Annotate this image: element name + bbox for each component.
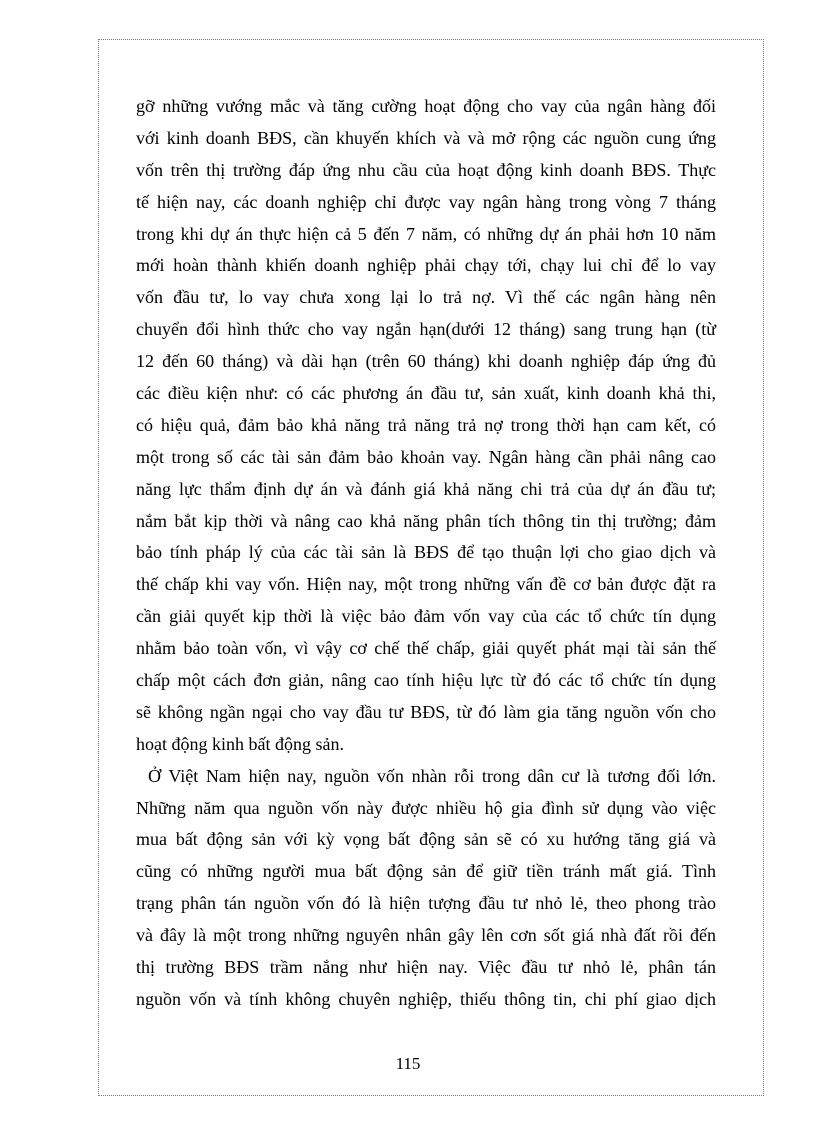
text-line: cần giải quyết kịp thời là việc bảo đảm vốn vay của các tổ chức tín dụng — [136, 606, 716, 627]
text-line: Những năm qua nguồn vốn này được nhiều hộ gia đình sử dụng vào việc — [136, 797, 716, 818]
text-line: chuyển đổi hình thức cho vay ngắn hạn(dưới 12 tháng) sang trung hạn (từ — [136, 319, 716, 340]
text-line: tế hiện nay, các doanh nghiệp chỉ được vay ngân hàng trong vòng 7 tháng — [136, 191, 716, 212]
text-line: với kinh doanh BĐS, cần khuyến khích và và mở rộng các nguồn cung ứng — [136, 127, 716, 148]
text-line: có hiệu quả, đảm bảo khả năng trả năng trả nợ trong thời hạn cam kết, có — [136, 414, 716, 435]
text-line: trong khi dự án thực hiện cả 5 đến 7 năm, có những dự án phải hơn 10 năm — [136, 223, 716, 244]
text-line: vốn đầu tư, lo vay chưa xong lại lo trả nợ. Vì thế các ngân hàng nên — [136, 287, 716, 308]
text-line: và đây là một trong những nguyên nhân gây lên cơn sốt giá nhà đất rồi đến — [136, 925, 716, 946]
text-line: nguồn vốn và tính không chuyên nghiệp, thiếu thông tin, chi phí giao dịch — [136, 988, 716, 1009]
text-line: nhằm bảo toàn vốn, vì vậy cơ chế thế chấp, giải quyết phát mại tài sản thế — [136, 638, 716, 659]
text-line: thị trường BĐS trầm nắng như hiện nay. Việc đầu tư nhỏ lẻ, phân tán — [136, 957, 716, 978]
document-body — [136, 91, 716, 1016]
text-line: bảo tính pháp lý của các tài sản là BĐS để tạo thuận lợi cho giao dịch và — [136, 542, 716, 563]
text-line: trạng phân tán nguồn vốn đó là hiện tượng đầu tư nhỏ lẻ, theo phong trào — [136, 893, 716, 914]
text-line: 12 đến 60 tháng) và dài hạn (trên 60 tháng) khi doanh nghiệp đáp ứng đủ — [136, 351, 716, 372]
text-line: gỡ những vướng mắc và tăng cường hoạt động cho vay của ngân hàng đối — [136, 96, 716, 116]
text-line: chấp một cách đơn giản, nâng cao tính hiệu lực từ đó các tổ chức tín dụng — [136, 670, 716, 691]
text-line: năng lực thẩm định dự án và đánh giá khả năng chi trả của dự án đầu tư; — [136, 478, 716, 499]
text-line: các điều kiện như: có các phương án đầu tư, sản xuất, kinh doanh khả thi, — [136, 383, 716, 404]
text-line: thế chấp khi vay vốn. Hiện nay, một trong những vấn đề cơ bản được đặt ra — [136, 574, 716, 595]
text-line: vốn trên thị trường đáp ứng nhu cầu của hoạt động kinh doanh BĐS. Thực — [136, 159, 716, 180]
paragraph-end-line: hoạt động kinh bất động sản. — [136, 733, 344, 754]
paragraph-start-line: Ở Việt Nam hiện nay, nguồn vốn nhàn rỗi trong dân cư là tương đối lớn. — [148, 765, 716, 786]
text-line: mua bất động sản với kỳ vọng bất động sản sẽ có xu hướng tăng giá và — [136, 829, 716, 850]
text-line: sẽ không ngần ngại cho vay đầu tư BĐS, từ đó làm gia tăng nguồn vốn cho — [136, 701, 716, 722]
text-line: một trong số các tài sản đảm bảo khoản vay. Ngân hàng cần phải nâng cao — [136, 446, 716, 467]
text-line: nắm bắt kịp thời và nâng cao khả năng phân tích thông tin thị trường; đảm — [136, 510, 716, 531]
text-line: mới hoàn thành khiến doanh nghiệp phải chạy tới, chạy lui chỉ để lo vay — [136, 255, 716, 276]
page-number: 115 — [395, 1054, 421, 1073]
text-line: cũng có những người mua bất động sản để giữ tiền tránh mất giá. Tình — [136, 861, 716, 882]
